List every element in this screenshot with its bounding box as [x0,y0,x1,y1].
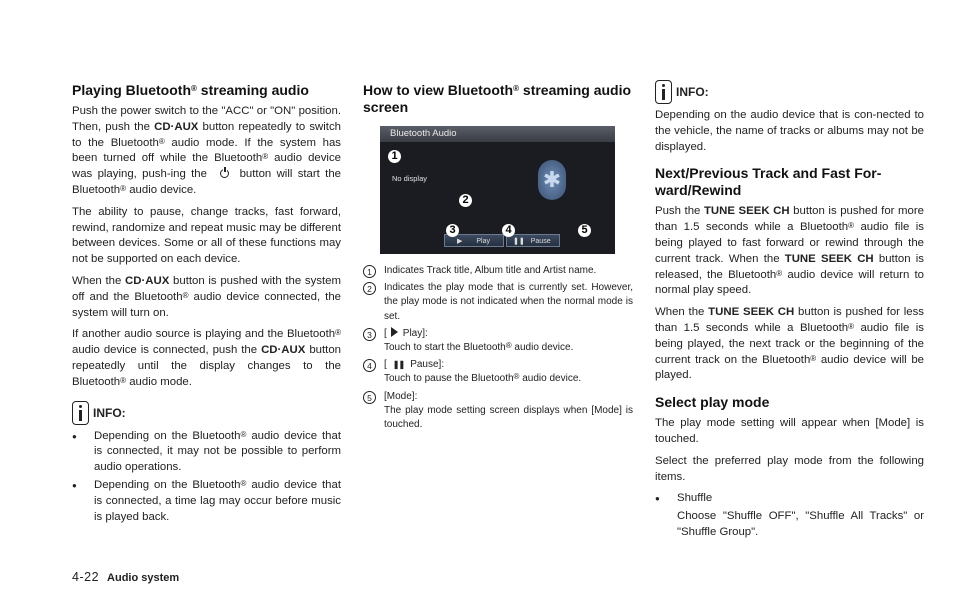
list-item [363,390,633,433]
column-track-controls [655,80,924,543]
item-text: Indicates Track title, Album title and Artist name. [384,265,597,276]
paragraph-when-pushed: When the CD·AUX button is pushed with the system off and the Bluetooth® audio device connected, the system will turn on. [72,274,341,319]
info-text: Depending on the audio device that is con-nected to the vehicle, the name of tracks or albums may not be displayed. [655,109,924,153]
column-playing-bluetooth [72,82,341,527]
item-text: [ ❚❚ Pause]: Touch to pause the Bluetooth® audio device. [384,359,582,385]
heading-select-play-mode: Select play mode [655,394,770,411]
list-item [363,327,633,355]
list-item [363,358,633,386]
paragraph-another-source: If another audio source is playing and the Bluetooth® audio device is connected, push the CD·AUX button repeatedly until the display changes to the Bluetooth® audio mode. [72,328,341,388]
paragraph-select-preferred: Select the preferred play mode from the following items. [655,454,924,483]
paragraph-next-track: When the TUNE SEEK CH button is pushed for less than 1.5 seconds while a Bluetooth® audio file is being played, the next track or the beginning of the current track on the Bluetooth® audio device will be played. [655,306,924,382]
callout-2: 2 [459,194,472,207]
bluetooth-audio-screen-figure [380,126,615,254]
list-item [363,264,633,278]
callout-1: 1 [388,150,401,163]
callout-4: 4 [502,224,515,237]
play-button[interactable]: ▶ Play [444,234,504,247]
bluetooth-icon: ✱ [538,160,566,200]
info-block [655,80,924,104]
power-icon [220,169,229,178]
list-item [363,281,633,324]
callout-5: 5 [578,224,591,237]
item-number: 2 [363,282,376,295]
paragraph-fast-forward: Push the TUNE SEEK CH button is pushed for more than 1.5 seconds while a Bluetooth® audio file is being played to fast forward or rewind through the current track. When the TUNE SEEK CH button is released, the Bluetooth® audio device will return to normal play speed. [655,205,925,297]
paragraph-mode-setting: The play mode setting will appear when [Mode] is touched. [655,417,924,445]
item-text: Indicates the play mode that is currently set. However, the play mode is not indicated when the normal mode is set. [384,282,633,322]
pause-button[interactable]: ❚❚ Pause [506,234,560,247]
info-label: INFO: [676,85,709,99]
info-label: INFO: [93,405,126,420]
list-item: ● Shuffle Choose "Shuffle OFF", "Shuffle All Tracks" or "Shuffle Group". [655,491,924,540]
screen-title-bar [380,126,615,142]
info-icon [655,80,672,104]
list-item: ● Depending on the Bluetooth® audio device that is connected, a time lag may occur before music is played back. [72,478,341,525]
page-footer [72,570,179,584]
paragraph-power-switch: Push the power switch to the "ACC" or "ON" position. Then, push the CD·AUX button repeatedly to switch to the Bluetooth® audio mode. If the system has been turned off while the Bluetooth® audio device was playing, push-ing the button will start the Bluetooth® audio device. [72,105,342,196]
info-block [72,401,341,425]
item-text: [ Play]: Touch to start the Bluetooth® audio device. [384,327,574,354]
info-bullet-list [72,429,341,526]
screen-title: Bluetooth Audio [390,128,457,139]
pause-icon: ❚❚ [392,360,405,370]
heading-view-screen: How to view Bluetooth® streaming audio screen [363,82,632,115]
section-title: Audio system [107,572,180,584]
play-icon [391,327,398,337]
page-number: 4-22 [72,570,100,584]
play-mode-list [655,491,924,540]
list-item: ● Depending on the Bluetooth® audio device that is connected, it may not be possible to perform audio operations. [72,429,341,476]
item-number: 1 [363,265,376,278]
info-icon [72,401,89,425]
no-display-text: No display [392,174,428,183]
item-number: 4 [363,359,376,372]
paragraph-abilities: The ability to pause, change tracks, fast forward, rewind, randomize and repeat music may be different between devices. Some or all of these functions may not be supported on each device. [72,205,341,266]
item-text: [Mode]: The play mode setting screen displays when [Mode] is touched. [384,390,633,431]
item-number: 5 [363,391,376,404]
column-view-screen [363,82,633,435]
item-number: 3 [363,328,376,341]
heading-next-previous: Next/Previous Track and Fast For-ward/Rewind [655,165,882,199]
heading-playing-bluetooth: Playing Bluetooth® streaming audio [72,82,309,98]
callout-3: 3 [446,224,459,237]
callout-descriptions [363,264,633,432]
